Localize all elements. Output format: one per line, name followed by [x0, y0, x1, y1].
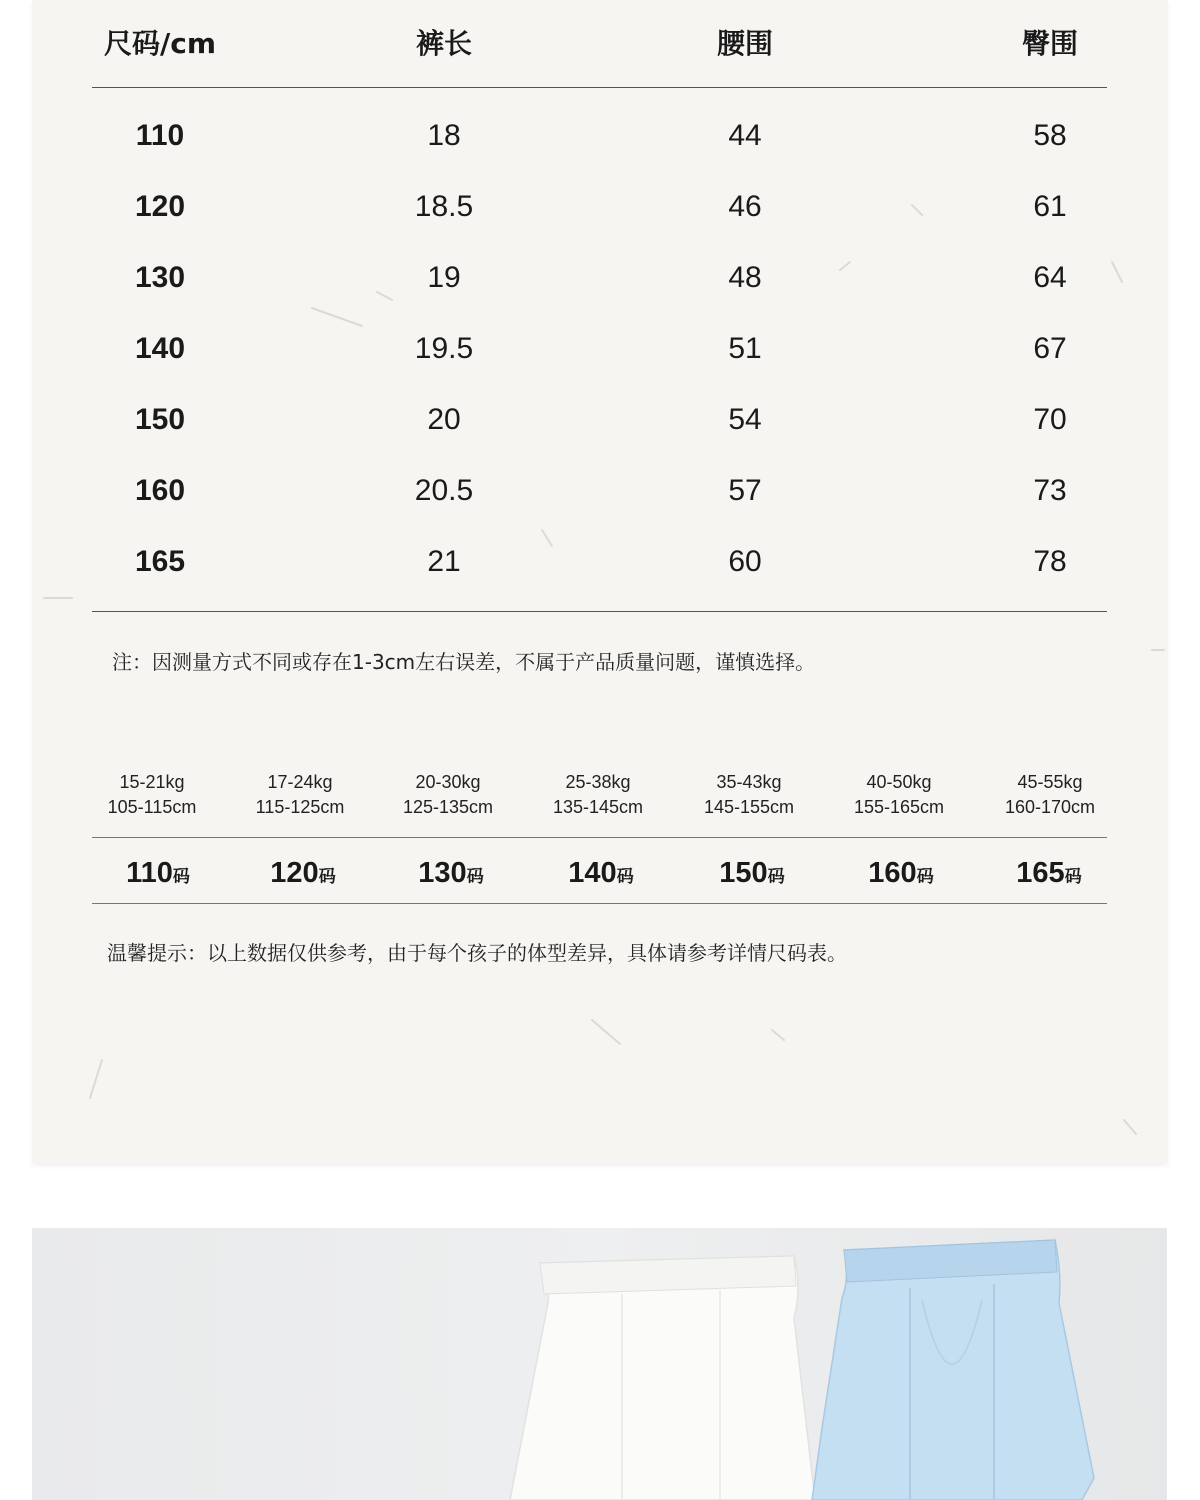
measurement-note: 注：因测量方式不同或存在1-3cm左右误差，不属于产品质量问题，谨慎选择。 [112, 650, 816, 674]
cell-length: 18.5 [414, 190, 474, 223]
reference-item [82, 762, 222, 820]
reference-item [378, 762, 518, 820]
reference-weight: 15-21kg [119, 772, 185, 792]
cell-waist: 48 [728, 261, 762, 294]
cell-size: 130 [134, 261, 186, 294]
reference-height: 160-170cm [1004, 797, 1096, 817]
size-reference [92, 762, 1107, 904]
reference-size: 165码 [1016, 857, 1082, 889]
table-row [92, 313, 1107, 384]
reference-weight: 40-50kg [866, 772, 932, 792]
blue-briefs-image [812, 1240, 1094, 1500]
cell-size: 165 [134, 545, 186, 578]
reference-size: 130码 [418, 857, 484, 889]
cell-size: 120 [134, 190, 186, 223]
header-waist: 腰围 [716, 27, 774, 60]
cell-size: 140 [134, 332, 186, 365]
reference-size: 140码 [568, 857, 634, 889]
header-size: 尺码/cm [103, 27, 217, 60]
reference-height: 135-145cm [552, 797, 644, 817]
reference-body-measures [92, 762, 1107, 838]
warm-tip: 温馨提示：以上数据仅供参考，由于每个孩子的体型差异，具体请参考详情尺码表。 [107, 941, 847, 965]
reference-size: 160码 [868, 857, 934, 889]
reference-item [528, 762, 668, 820]
cell-waist: 57 [728, 474, 762, 507]
cell-hip: 64 [1033, 261, 1067, 294]
cell-size: 110 [135, 119, 185, 152]
reference-weight: 20-30kg [415, 772, 481, 792]
product-illustration [32, 1228, 1167, 1500]
table-body [92, 88, 1107, 612]
cell-size: 150 [134, 403, 186, 436]
cell-hip: 67 [1033, 332, 1067, 365]
size-chart-card [32, 0, 1168, 1163]
cell-hip: 70 [1033, 403, 1067, 436]
cell-waist: 54 [728, 403, 762, 436]
cell-waist: 44 [728, 119, 762, 152]
cell-hip: 58 [1033, 119, 1067, 152]
table-row [92, 100, 1107, 171]
table-row [92, 242, 1107, 313]
reference-weight: 35-43kg [716, 772, 782, 792]
reference-weight: 17-24kg [267, 772, 333, 792]
cell-length: 20.5 [414, 474, 474, 507]
reference-item [679, 762, 819, 820]
cell-size: 160 [134, 474, 186, 507]
reference-height: 125-135cm [402, 797, 494, 817]
cell-length: 20 [427, 403, 461, 436]
product-photo [32, 1228, 1167, 1500]
reference-size: 120码 [270, 857, 336, 889]
reference-height: 145-155cm [703, 797, 795, 817]
reference-size: 110码 [126, 857, 190, 889]
cell-waist: 60 [728, 545, 762, 578]
cell-hip: 61 [1033, 190, 1067, 223]
table-row [92, 526, 1107, 597]
table-row [92, 171, 1107, 242]
header-length: 裤长 [415, 27, 473, 60]
reference-height: 115-125cm [255, 797, 345, 817]
cell-length: 21 [427, 545, 461, 578]
reference-height: 105-115cm [107, 797, 197, 817]
reference-height: 155-165cm [853, 797, 945, 817]
reference-sizes [92, 838, 1107, 904]
reference-item [230, 762, 370, 820]
reference-size: 150码 [719, 857, 785, 889]
white-briefs-image [510, 1256, 815, 1500]
cell-length: 18 [427, 119, 461, 152]
cell-length: 19 [427, 261, 461, 294]
reference-item [980, 762, 1120, 820]
cell-waist: 46 [728, 190, 762, 223]
cell-hip: 78 [1033, 545, 1067, 578]
table-row [92, 455, 1107, 526]
table-row [92, 384, 1107, 455]
table-header [92, 0, 1107, 88]
reference-item [829, 762, 969, 820]
reference-weight: 25-38kg [565, 772, 631, 792]
cell-waist: 51 [728, 332, 762, 365]
reference-weight: 45-55kg [1017, 772, 1083, 792]
cell-hip: 73 [1033, 474, 1067, 507]
header-hip: 臀围 [1021, 27, 1079, 60]
size-table [92, 0, 1107, 612]
cell-length: 19.5 [414, 332, 474, 365]
